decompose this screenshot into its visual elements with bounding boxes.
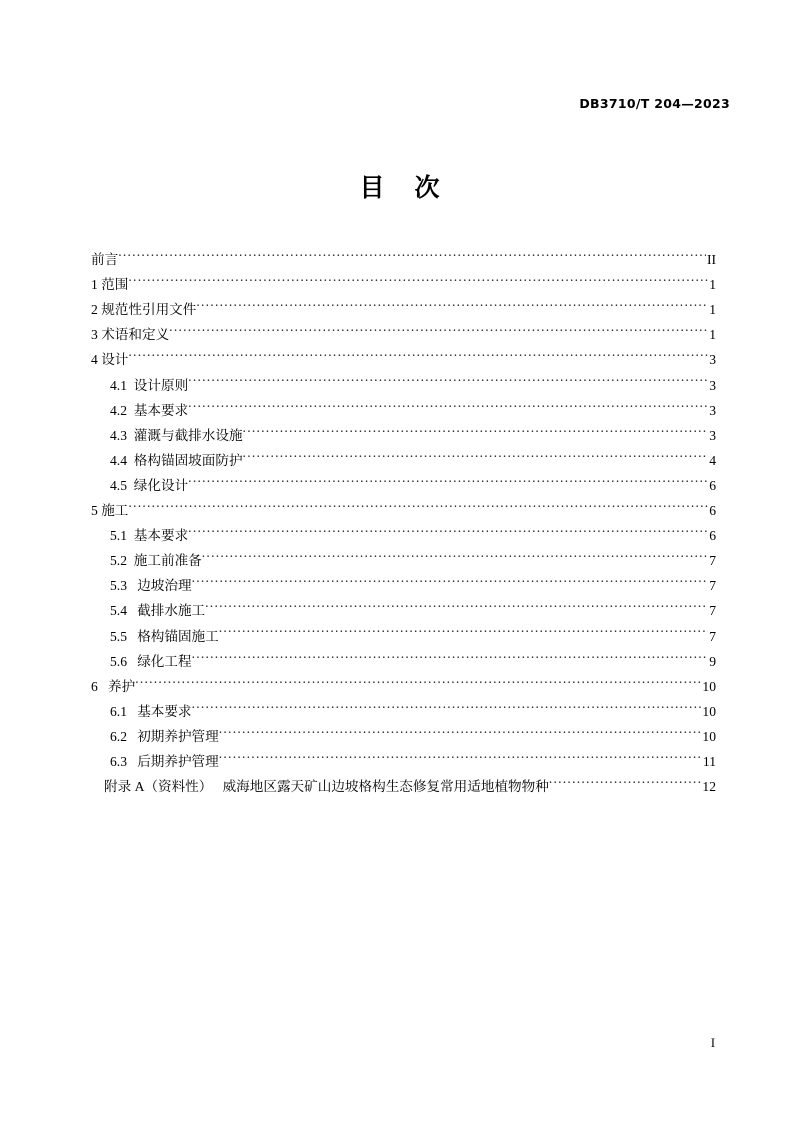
toc-entry-page-number: II bbox=[706, 252, 716, 268]
toc-entry-label: 5.1 基本要求 bbox=[110, 528, 189, 544]
toc-entry[interactable] bbox=[91, 490, 716, 519]
toc-entry-page-number: 10 bbox=[702, 728, 716, 744]
toc-entry-label: 2 规范性引用文件 bbox=[91, 302, 197, 318]
toc-entry[interactable] bbox=[91, 239, 716, 268]
toc-dot-leader bbox=[188, 515, 708, 540]
toc-dot-leader bbox=[243, 440, 709, 465]
page-title: 目 次 bbox=[359, 175, 441, 202]
toc-entry[interactable] bbox=[91, 339, 716, 368]
toc-entry-label: 4.5 绿化设计 bbox=[110, 477, 189, 493]
toc-dot-leader bbox=[192, 565, 709, 590]
toc-dot-leader bbox=[202, 540, 708, 565]
toc-entry-label: 4 设计 bbox=[91, 352, 129, 368]
toc-entry-page-number: 9 bbox=[709, 653, 716, 669]
toc-entry-page-number: 3 bbox=[709, 377, 716, 393]
toc-entry-page-number: 1 bbox=[709, 327, 716, 343]
toc-entry-label: 4.1 设计原则 bbox=[110, 377, 189, 393]
toc-entry-page-number: 10 bbox=[702, 678, 716, 694]
toc-entry-page-number: 7 bbox=[709, 603, 716, 619]
toc-entry[interactable] bbox=[91, 264, 716, 293]
toc-entry-label: 6.3 后期养护管理 bbox=[110, 753, 219, 769]
toc-entry[interactable] bbox=[91, 364, 716, 393]
toc-entry-page-number: 11 bbox=[702, 753, 716, 769]
toc-entry-label: 5.6 绿化工程 bbox=[110, 653, 192, 669]
toc-entry-label: 5.4 截排水施工 bbox=[110, 603, 206, 619]
running-header-standard-number: DB3710/T 204—2023 bbox=[579, 96, 730, 111]
toc-entry-page-number: 7 bbox=[709, 578, 716, 594]
toc-entry-label: 4.3 灌溉与截排水设施 bbox=[110, 427, 243, 443]
toc-entry-page-number: 7 bbox=[709, 628, 716, 644]
toc-dot-leader bbox=[192, 691, 702, 716]
toc-entry-label: 5 施工 bbox=[91, 503, 129, 519]
toc-entry-label: 5.2 施工前准备 bbox=[110, 553, 202, 569]
toc-dot-leader bbox=[169, 314, 708, 339]
toc-entry-page-number: 1 bbox=[709, 302, 716, 318]
toc-entry-label: 附录 A（资料性） 威海地区露天矿山边坡格构生态修复常用适地植物物种 bbox=[104, 779, 549, 795]
toc-dot-leader bbox=[188, 465, 708, 490]
toc-dot-leader bbox=[549, 766, 702, 791]
toc-entry-page-number: 4 bbox=[709, 452, 716, 468]
toc-dot-leader bbox=[243, 415, 709, 440]
toc-entry-page-number: 6 bbox=[709, 528, 716, 544]
toc-entry-page-number: 10 bbox=[702, 703, 716, 719]
footer-page-folio: I bbox=[710, 1036, 715, 1050]
table-of-contents bbox=[91, 239, 716, 795]
toc-entry[interactable] bbox=[91, 666, 716, 694]
toc-dot-leader bbox=[196, 289, 708, 314]
toc-dot-leader bbox=[219, 615, 708, 640]
toc-entry-label: 4.2 基本要求 bbox=[110, 402, 189, 418]
toc-entry-page-number: 7 bbox=[709, 553, 716, 569]
toc-dot-leader bbox=[128, 490, 708, 515]
toc-entry[interactable] bbox=[91, 691, 716, 719]
toc-dot-leader bbox=[128, 339, 708, 364]
toc-entry-page-number: 3 bbox=[709, 352, 716, 368]
toc-entry-label: 5.3 边坡治理 bbox=[110, 578, 192, 594]
toc-entry-page-number: 6 bbox=[709, 477, 716, 493]
toc-dot-leader bbox=[205, 590, 708, 615]
toc-dot-leader bbox=[128, 264, 708, 289]
toc-entry-page-number: 12 bbox=[702, 779, 716, 795]
toc-entry-page-number: 3 bbox=[709, 402, 716, 418]
toc-entry-label: 4.4 格构锚固坡面防护 bbox=[110, 452, 243, 468]
toc-dot-leader bbox=[219, 741, 702, 766]
toc-entry-label: 6.2 初期养护管理 bbox=[110, 728, 219, 744]
toc-entry-page-number: 3 bbox=[709, 427, 716, 443]
toc-entry[interactable] bbox=[91, 314, 716, 343]
toc-entry-label: 5.5 格构锚固施工 bbox=[110, 628, 219, 644]
toc-dot-leader bbox=[188, 364, 708, 389]
toc-dot-leader bbox=[188, 390, 708, 415]
toc-entry-label: 3 术语和定义 bbox=[91, 327, 170, 343]
toc-entry[interactable] bbox=[91, 289, 716, 318]
toc-entry[interactable] bbox=[91, 515, 716, 544]
toc-entry-label: 6.1 基本要求 bbox=[110, 703, 192, 719]
toc-dot-leader bbox=[219, 716, 702, 741]
toc-dot-leader bbox=[135, 666, 701, 691]
toc-entry-label: 前言 bbox=[91, 252, 119, 268]
toc-entry-page-number: 6 bbox=[709, 503, 716, 519]
toc-dot-leader bbox=[118, 239, 706, 264]
toc-entry-page-number: 1 bbox=[709, 277, 716, 293]
toc-entry-label: 6 养护 bbox=[91, 678, 136, 694]
toc-entry-label: 1 范围 bbox=[91, 277, 129, 293]
toc-dot-leader bbox=[192, 641, 709, 666]
